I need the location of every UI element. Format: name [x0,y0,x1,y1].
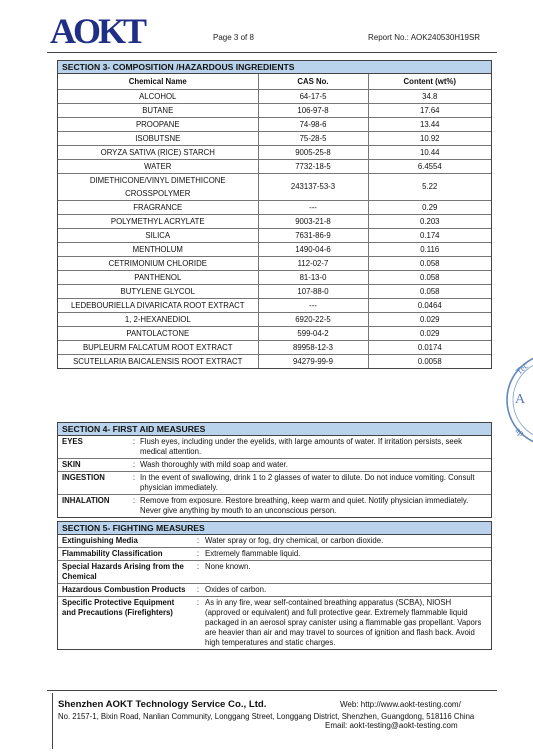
cas-number-cell: 75-28-5 [258,131,368,145]
cas-number-cell: 6920-22-5 [258,312,368,326]
table-row [58,200,491,214]
content-cell: 0.058 [368,284,491,298]
content-cell: 0.0174 [368,340,491,354]
separator-colon: : [196,585,200,594]
first-aid-row [58,494,491,517]
fire-fighting-text: As in any fire, wear self-contained breathing apparatus (SCBA), NIOSH (approved or equivalent) and full protective gear. Extremely flammable liquid packaged in an aerosol spray canister using a flammable gas propellant. Vapors are heavier than air and may travel to sources of ignition and flash back. Avoid high temperatures and static charges. [205,598,482,647]
first-aid-row [58,471,491,494]
section-title: SECTION 5- FIGHTING MEASURES [58,522,491,535]
separator-colon: : [196,536,200,545]
table-row [58,228,491,242]
chemical-name-cell: ORYZA SATIVA (RICE) STARCH [58,145,258,159]
table-row [58,173,491,200]
first-aid-label: INGESTION [62,473,105,482]
separator-colon: : [196,598,200,607]
section-fire-fighting [57,521,492,650]
content-cell: 0.058 [368,270,491,284]
first-aid-text: Flush eyes, including under the eyelids, with large amounts of water. If irritation persists, seek medical attention. [140,437,462,456]
chemical-name-cell: PROOPANE [58,117,258,131]
chemical-name-cell: PANTOLACTONE [58,326,258,340]
cas-number-cell: 106-97-8 [258,103,368,117]
cas-number-cell: 7631-86-9 [258,228,368,242]
table-header-row [58,74,491,89]
table-row [58,284,491,298]
content-cell: 0.29 [368,200,491,214]
content-cell: 0.0464 [368,298,491,312]
chemical-name-cell: BUPLEURM FALCATUM ROOT EXTRACT [58,340,258,354]
company-seal-stamp [505,345,533,455]
company-name: Shenzhen AOKT Technology Service Co., Ltd. [58,699,267,710]
cas-number-cell: 94279-99-9 [258,354,368,368]
column-header-cas-no: CAS No. [258,74,368,89]
table-row [58,131,491,145]
cas-number-cell: 9003-21-8 [258,214,368,228]
chemical-name-cell: ALCOHOL [58,89,258,103]
table-row [58,242,491,256]
chemical-name-cell: SILICA [58,228,258,242]
fire-fighting-label: Hazardous Combustion Products [62,585,186,594]
cas-number-cell: --- [258,298,368,312]
first-aid-text: Wash thoroughly with mild soap and water. [140,460,288,469]
chemical-name-cell: FRAGRANCE [58,200,258,214]
svg-text:ap: ap [513,424,527,438]
fire-fighting-text: Oxides of carbon. [205,585,267,594]
table-row [58,298,491,312]
table-row [58,340,491,354]
company-address: No. 2157-1, Bixin Road, Nanlian Community, Longgang Street, Longgang District, Shenzhen, Guangdong, 518116 China [58,712,475,721]
section-title: SECTION 4- FIRST AID MEASURES [58,423,491,436]
table-row [58,89,491,103]
fire-fighting-text: None known. [205,562,251,571]
separator-colon: : [132,437,136,446]
section-title: SECTION 3- COMPOSITION /HAZARDOUS INGREDIENTS [58,61,491,74]
separator-colon: : [132,473,136,482]
company-email: Email: aokt-testing@aokt-testing.com [325,721,458,730]
table-row [58,145,491,159]
fire-fighting-text: Extremely flammable liquid. [205,549,301,558]
first-aid-text: In the event of swallowing, drink 1 to 2 glasses of water to dilute. Do not induce vomiting. Consult physician immediately. [140,473,475,492]
chemical-name-cell: LEDEBOURIELLA DIVARICATA ROOT EXTRACT [58,298,258,312]
svg-text:Tec: Tec [513,360,531,377]
content-cell: 17.64 [368,103,491,117]
header-divider [47,52,497,53]
fire-fighting-label: Specific Protective Equipment and Precautions (Firefighters) [62,598,175,617]
column-header-chemical-name: Chemical Name [58,74,258,89]
table-row [58,354,491,368]
composition-table [58,74,491,368]
fire-fighting-row [58,560,491,583]
chemical-name-cell: 1, 2-HEXANEDIOL [58,312,258,326]
separator-colon: : [196,562,200,571]
chemical-name-cell: MENTHOLUM [58,242,258,256]
table-row [58,312,491,326]
content-cell: 5.22 [368,173,491,200]
content-cell: 0.029 [368,326,491,340]
table-row [58,159,491,173]
first-aid-label: EYES [62,437,83,446]
content-cell: 0.116 [368,242,491,256]
chemical-name-cell: POLYMETHYL ACRYLATE [58,214,258,228]
first-aid-label: INHALATION [62,496,110,505]
content-cell: 0.058 [368,256,491,270]
chemical-name-cell: BUTANE [58,103,258,117]
first-aid-label: SKIN [62,460,81,469]
section-composition [57,60,492,369]
separator-colon: : [132,460,136,469]
first-aid-row [58,436,491,458]
composition-table-body [58,89,491,368]
cas-number-cell: 9005-25-8 [258,145,368,159]
chemical-name-cell: BUTYLENE GLYCOL [58,284,258,298]
chemical-name-cell: PANTHENOL [58,270,258,284]
content-cell: 34.8 [368,89,491,103]
table-row [58,103,491,117]
content-cell: 0.0058 [368,354,491,368]
content-cell: 0.203 [368,214,491,228]
cas-number-cell: --- [258,200,368,214]
first-aid-list [58,436,491,517]
first-aid-row [58,458,491,471]
fire-fighting-row [58,547,491,560]
logo-text: AOKT [50,11,145,51]
content-cell: 0.174 [368,228,491,242]
separator-colon: : [196,549,200,558]
cas-number-cell: 89958-12-3 [258,340,368,354]
cas-number-cell: 7732-18-5 [258,159,368,173]
fire-fighting-label: Special Hazards Arising from the Chemical [62,562,184,581]
column-header-content: Content (wt%) [368,74,491,89]
company-website: Web: http://www.aokt-testing.com/ [340,700,461,709]
cas-number-cell: 599-04-2 [258,326,368,340]
content-cell: 0.029 [368,312,491,326]
chemical-name-cell: DIMETHICONE/VINYL DIMETHICONE CROSSPOLYMER [58,173,258,200]
table-row [58,117,491,131]
page-number: Page 3 of 8 [213,33,254,42]
table-row [58,214,491,228]
svg-text:A: A [515,392,526,407]
cas-number-cell: 243137-53-3 [258,173,368,200]
table-row [58,270,491,284]
content-cell: 13.44 [368,117,491,131]
first-aid-text: Remove from exposure. Restore breathing, keep warm and quiet. Notify physician immediately. Never give anything by mouth to an unconscious person. [140,496,469,515]
footer-side-line [52,693,53,749]
cas-number-cell: 81-13-0 [258,270,368,284]
table-row [58,326,491,340]
table-row [58,256,491,270]
content-cell: 6.4554 [368,159,491,173]
separator-colon: : [132,496,136,505]
fire-fighting-row [58,596,491,649]
fire-fighting-list [58,535,491,649]
cas-number-cell: 64-17-5 [258,89,368,103]
cas-number-cell: 1490-04-6 [258,242,368,256]
fire-fighting-label: Extinguishing Media [62,536,138,545]
chemical-name-cell: WATER [58,159,258,173]
cas-number-cell: 74-98-6 [258,117,368,131]
chemical-name-cell: CETRIMONIUM CHLORIDE [58,256,258,270]
cas-number-cell: 107-88-0 [258,284,368,298]
section-first-aid [57,422,492,518]
fire-fighting-text: Water spray or fog, dry chemical, or carbon dioxide. [205,536,384,545]
fire-fighting-row [58,583,491,596]
company-logo [50,11,145,51]
content-cell: 10.92 [368,131,491,145]
chemical-name-cell: SCUTELLARIA BAICALENSIS ROOT EXTRACT [58,354,258,368]
content-cell: 10.44 [368,145,491,159]
footer-divider [47,690,497,691]
fire-fighting-row [58,535,491,547]
cas-number-cell: 112-02-7 [258,256,368,270]
fire-fighting-label: Flammability Classification [62,549,163,558]
report-number: Report No.: AOK240530H19SR [368,33,481,42]
chemical-name-cell: ISOBUTSNE [58,131,258,145]
